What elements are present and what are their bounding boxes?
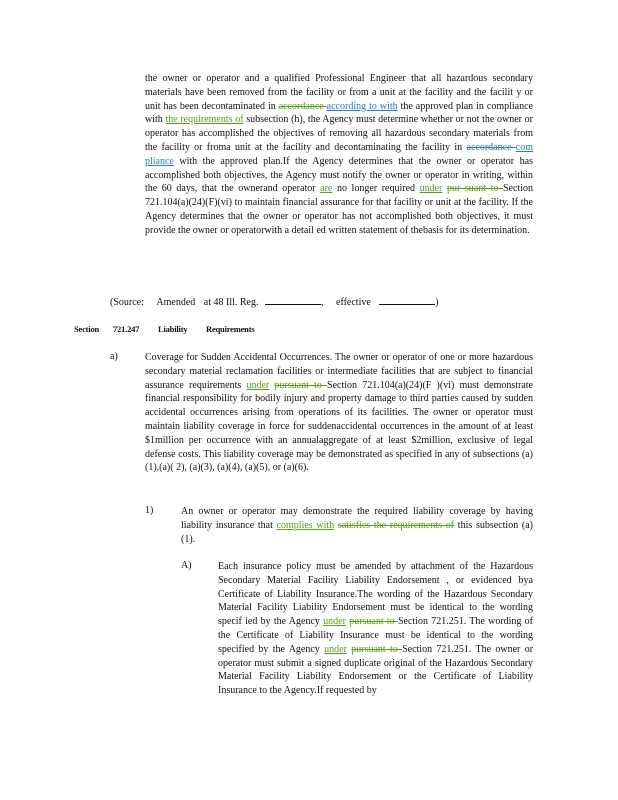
body-text-run: Section 721.104(a)(24)(F )(vi) must demonstrate financial responsibility for bodily injury and property damage to third parties caused by sudden accidental occurrences arising from operations of its facilities. The owner or operator must maintain liability coverage in force for suddenaccidental occurrences in the amount of at least $1million per occurrence with an annualaggregate of at least $2million, exclusive of legal defense costs. This liability coverage may be demonstrated as specified in any of subsections (a)(1),(a)( 2), (a)(3), (a)(4), (a)(5), or (a)(6). <box>145 379 533 474</box>
tracked-ins-text: complies with <box>276 519 335 531</box>
closure-certification-paragraph <box>145 72 533 238</box>
tracked-ins-text: under <box>324 643 347 655</box>
tracked-del-text: pursuant to <box>274 379 328 391</box>
body-text-run: Section 721.104(a)(24)(F)(vi) to maintain financial assurance for that facility or unit at the facility. If the Agency determines that the owner or operator has not accomplished both objectives, it must provide the owner or operatorwith a detail ed written statement of thebasis for its determination. <box>145 183 533 236</box>
section-word: Section <box>74 324 100 334</box>
subsection-1-text <box>181 505 533 546</box>
tracked-ins-text: the requirements of <box>165 114 244 126</box>
tracked-del-text: pursuant to <box>351 643 403 655</box>
section-number: 721.247 <box>113 324 140 334</box>
source-amended: Amended <box>156 297 196 308</box>
section-title-2: Requirements <box>206 324 255 334</box>
effective-blank <box>379 295 435 305</box>
section-title-1: Liability <box>158 324 188 334</box>
body-text-run: the approved plan in compliance with <box>145 100 533 126</box>
source-open: (Source: <box>110 297 144 308</box>
body-text-run: no longer required <box>332 183 420 195</box>
body-text-run: subsection (h), the Agency must determine whether or not the owner or operator has accomplished the objectives of removing all hazardous secondary materials from the facility or froma unit at the facility and decontaminating the facility in <box>145 114 534 153</box>
body-text-run: Section 721.251. The wording of the Certificate of Liability Insurance must be identical to the wording specified by the Agency <box>218 616 534 655</box>
tracked-del-text: accordance <box>278 100 327 112</box>
register-blank <box>265 295 321 305</box>
source-note <box>110 295 510 308</box>
source-register: at 48 Ill. Reg. <box>203 297 259 308</box>
tracked-ins-blue-text: com pliance <box>145 141 533 167</box>
body-text-run: An owner or operator may demonstrate the required liability coverage by having liability insurance that <box>181 506 533 531</box>
subsection-A-label: A) <box>181 560 192 571</box>
tracked-del-text: pursuant to <box>349 616 398 628</box>
body-text-run: Section 721.251. The owner or operator must submit a signed duplicate original of the Hazardous Secondary Material Facility Liability Endorsement or the Certificate of Liability Insurance to the Agency.If requested by <box>218 643 534 697</box>
subsection-a-text <box>145 351 533 475</box>
tracked-ins-text: under <box>246 379 270 391</box>
source-comma: , <box>321 297 324 308</box>
tracked-del-text: satisfies the requirements of <box>337 519 455 531</box>
subsection-A-text <box>218 560 533 698</box>
subsection-a-label: a) <box>110 351 118 362</box>
body-text-run: Coverage for Sudden Accidental Occurrences. The owner or operator of one or more hazardous secondary material reclamation facilities or intermediate facilities that are subject to financial assurance requirements <box>145 352 533 391</box>
tracked-ins-text: are <box>320 183 333 195</box>
body-text-run: the owner or operator and a qualified Professional Engineer that all hazardous secondary materials have been removed from the facility or from a unit at the facility and the facilit y or unit has been decontaminated in <box>145 73 533 112</box>
tracked-ins-text: under <box>323 616 346 628</box>
tracked-ins-text: under <box>419 183 443 195</box>
body-text-run: this subsection (a)(1). <box>181 519 534 545</box>
subsection-1-label: 1) <box>145 505 154 516</box>
tracked-ins-blue-text: according to with <box>326 100 398 112</box>
tracked-del-blue-text: accordance <box>466 141 516 153</box>
body-text-run: with the approved plan.If the Agency determines that the owner or operator has accomplished both objectives, the Agency must notify the owner or operator in writing, within the 60 days, that the ownerand operator <box>145 155 533 195</box>
source-effective: effective <box>336 297 371 308</box>
body-text-run: Each insurance policy must be amended by attachment of the Hazardous Secondary Material Facility Liability Endorsement , or evidenced bya Certificate of Liability Insurance.The wording of the Hazardous Secondary Material Facility Liability Endorsement must be identical to the wording specif ied by the Agency <box>218 561 533 628</box>
source-close: ) <box>435 297 439 308</box>
tracked-del-text: pur suant to <box>446 183 503 195</box>
